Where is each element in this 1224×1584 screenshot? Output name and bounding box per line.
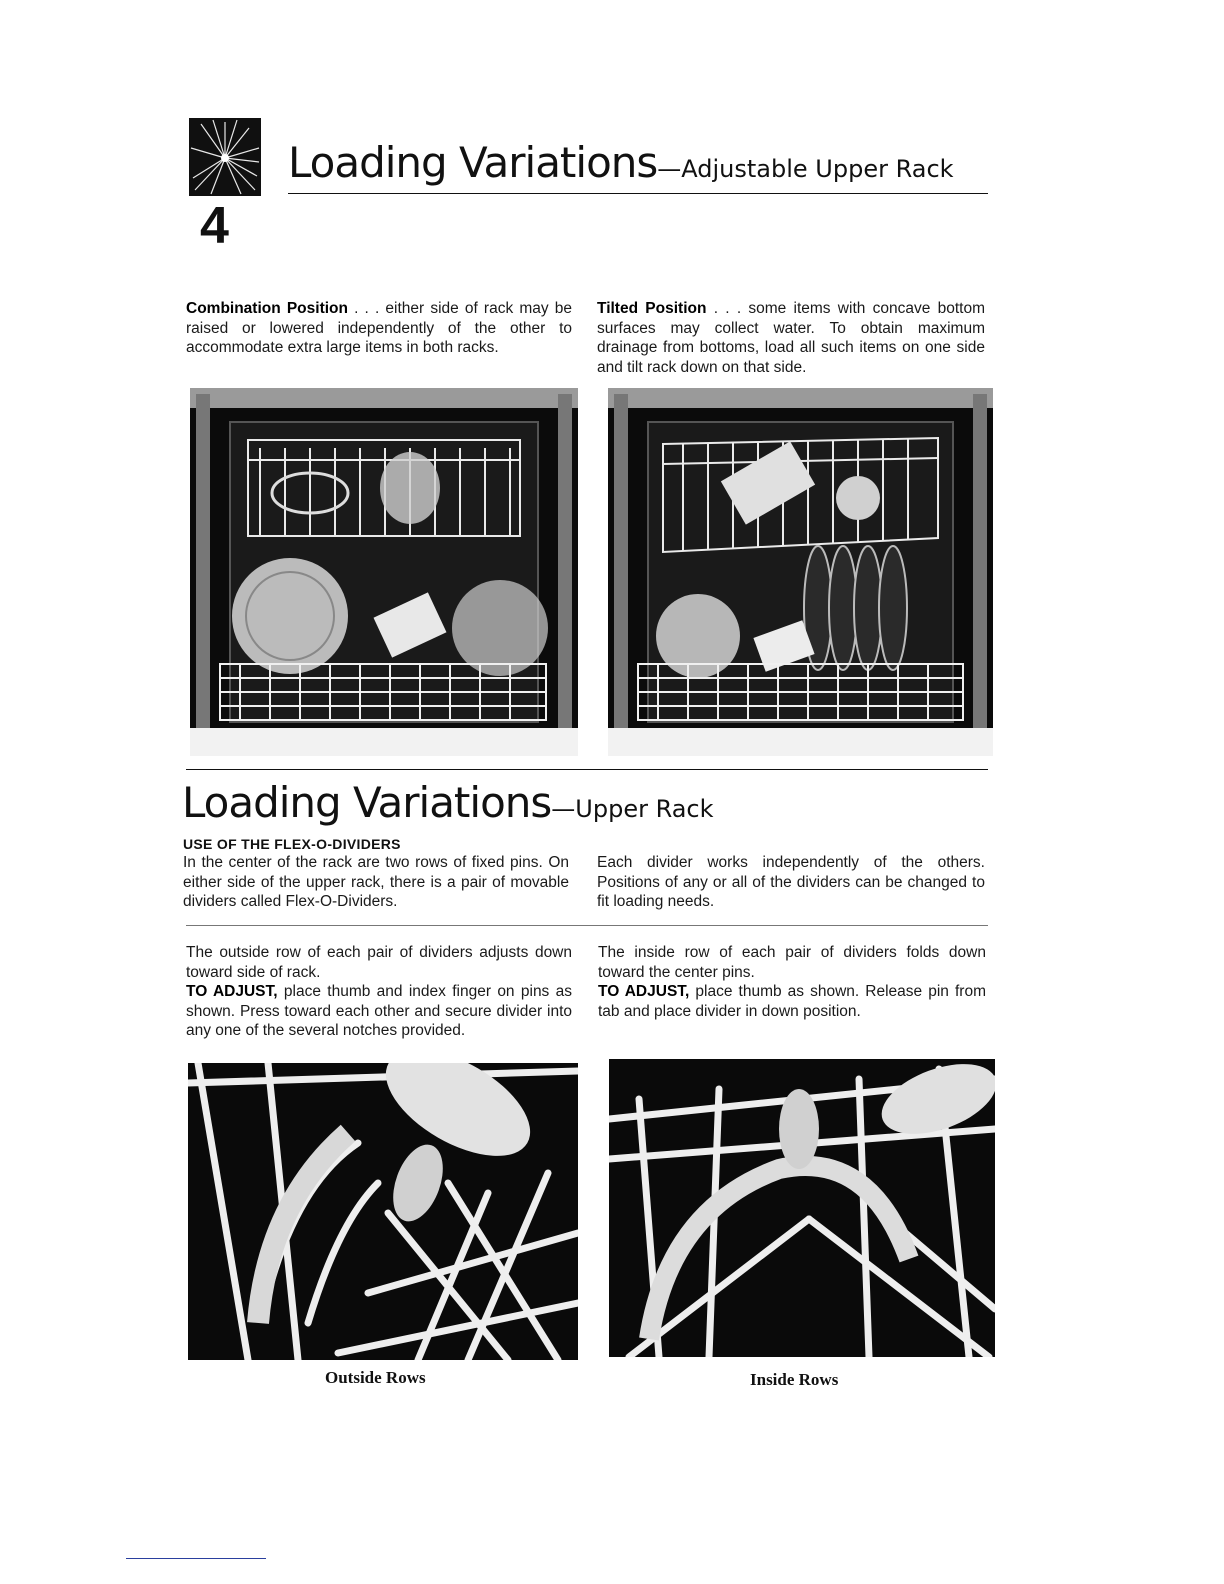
page-title (288, 138, 954, 187)
starburst-icon (189, 118, 261, 196)
intro-rule (186, 925, 988, 926)
section2-title (182, 778, 714, 827)
tilted-position-label: Tilted Position (597, 300, 707, 317)
section2-rule (186, 769, 988, 770)
outside-rows-caption: Outside Rows (325, 1368, 426, 1387)
inside-rows-caption: Inside Rows (750, 1370, 839, 1389)
combination-position-desc: . . . either side of rack may be raised or lowered independently of the other to accommodate extra large items in both racks. (186, 300, 572, 356)
section2-title-main: Loading Variations (182, 778, 552, 827)
section-number: 4 (200, 197, 229, 255)
dividers-intro-left: In the center of the rack are two rows of fixed pins. On either side of the upper rack, there is a pair of movable dividers called Flex-O-Dividers. (183, 854, 569, 910)
inside-rows-text (598, 943, 986, 1021)
page-title-sub: —Adjustable Upper Rack (657, 155, 954, 183)
combination-position-photo (190, 388, 578, 756)
page-title-main: Loading Variations (288, 138, 658, 187)
footer-line (126, 1558, 266, 1559)
tilted-position-photo (608, 388, 993, 756)
tilted-position-text (597, 299, 985, 377)
outside-adjust-text: place thumb and index finger on pins as shown. Press toward each other and secure divider into any one of the several notches provided. (186, 983, 572, 1039)
section2-title-sub: —Upper Rack (551, 795, 714, 823)
inside-adjust-text: place thumb as shown. Release pin from tab and place divider in down position. (598, 983, 986, 1020)
inside-rows-photo (609, 1059, 995, 1357)
outside-rows-photo (188, 1063, 578, 1360)
combination-position-label: Combination Position (186, 300, 348, 317)
outside-rows-desc: The outside row of each pair of dividers adjusts down toward side of rack. (186, 944, 572, 981)
outside-adjust-label: TO ADJUST, (186, 983, 278, 1000)
inside-rows-desc: The inside row of each pair of dividers folds down toward the center pins. (598, 944, 986, 981)
inside-adjust-label: TO ADJUST, (598, 983, 690, 1000)
flex-o-dividers-heading: USE OF THE FLEX-O-DIVIDERS (183, 836, 401, 852)
dividers-intro-right: Each divider works independently of the others. Positions of any or all of the dividers can be changed to fit loading needs. (597, 854, 985, 910)
outside-rows-text (186, 943, 572, 1041)
header-rule (288, 193, 988, 194)
combination-position-text (186, 299, 572, 358)
tilted-position-desc: . . . some items with concave bottom surfaces may collect water. To obtain maximum drainage from bottoms, load all such items on one side and tilt rack down on that side. (597, 300, 985, 376)
